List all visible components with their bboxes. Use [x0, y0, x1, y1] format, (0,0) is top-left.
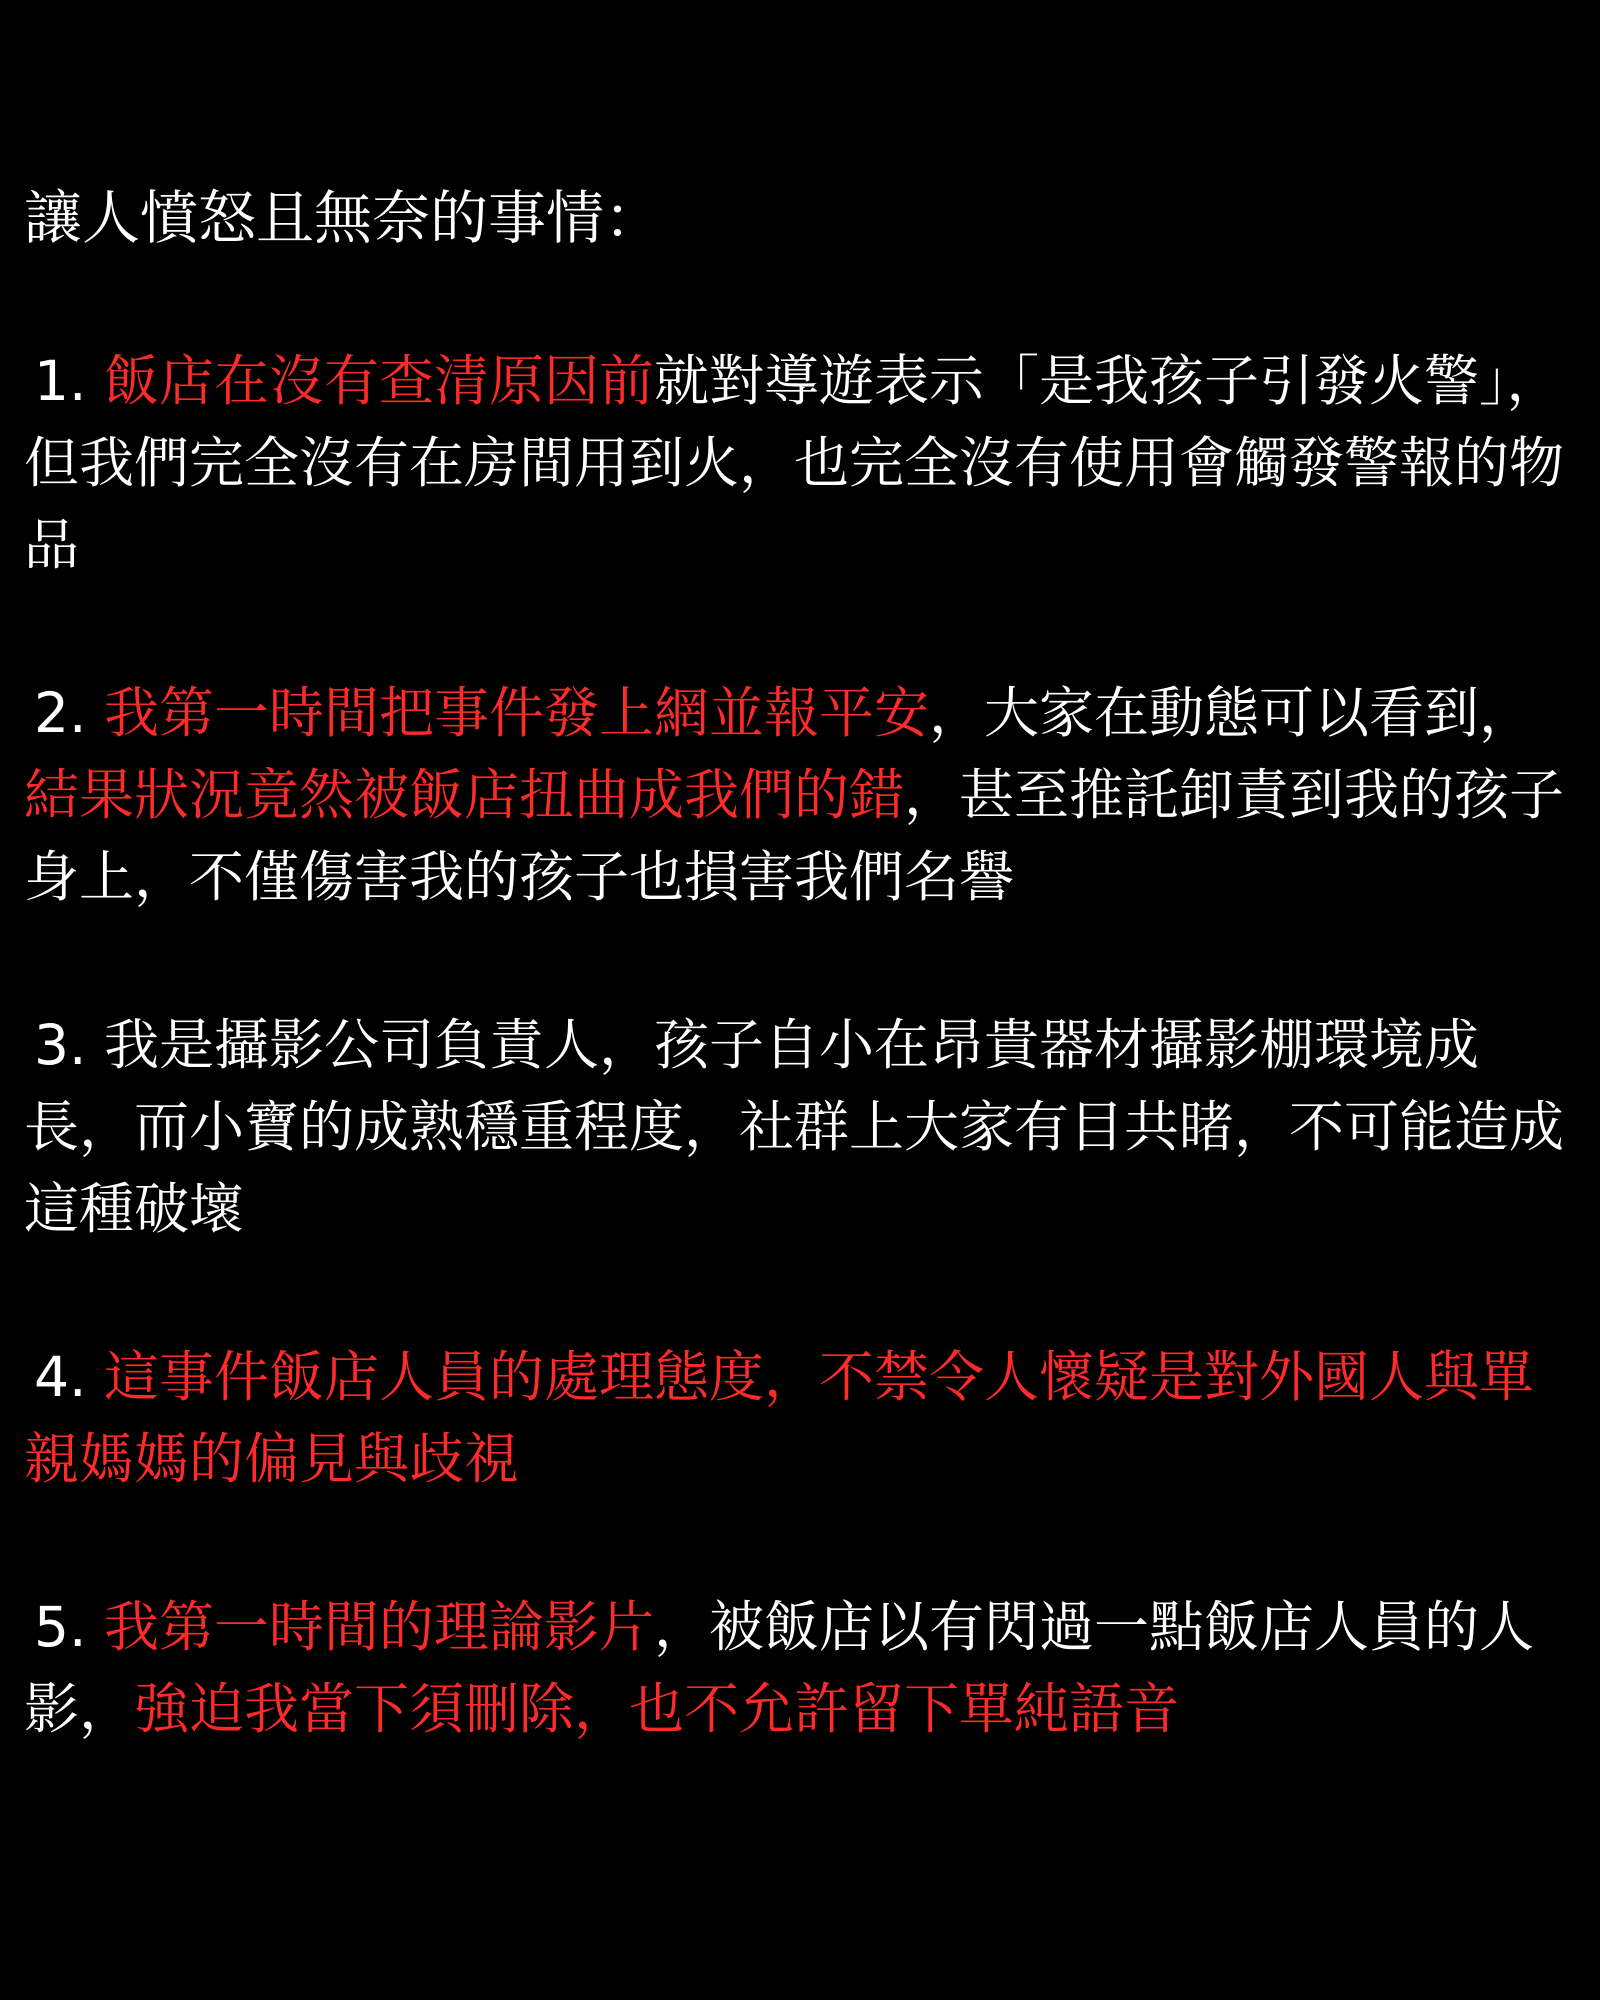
item-highlight-text: 這事件飯店人員的處理態度，不禁令人懷疑是對外國人與單親媽媽的偏見與歧視: [24, 1345, 1534, 1491]
item-number: 5.: [34, 1595, 87, 1659]
item-text: 就對導遊表示「是我孩子引發火警」，但我們完全沒有在房間用到火，也完全沒有使用會觸發警報的物品: [24, 349, 1565, 577]
item-text: ，被飯店以有閃過一點飯店人員的人影，: [24, 1595, 1534, 1741]
item-highlight-text: 我第一時間的理論影片: [103, 1595, 654, 1659]
page-heading: 讓人憤怒且無奈的事情：: [24, 184, 663, 252]
item-text: 我是攝影公司負責人，孩子自小在昂貴器材攝影棚環境成長，而小寶的成熟穩重程度，社群上大家有目共睹，不可能造成這種破壞: [24, 1013, 1565, 1241]
item-number: 4.: [34, 1345, 87, 1409]
list-item-1: [24, 340, 1576, 586]
item-text: ，甚至推託卸責到我的孩子身上，不僅傷害我的孩子也損害我們名譽: [24, 763, 1565, 909]
item-text: ，大家在動態可以看到，: [928, 681, 1534, 745]
item-number: 1.: [34, 349, 87, 413]
list-item-3: [24, 1004, 1576, 1250]
item-number: 2.: [34, 681, 87, 745]
list-item-2: [24, 672, 1576, 918]
list-item-5: [24, 1586, 1576, 1750]
item-highlight-text: 強迫我當下須刪除，也不允許留下單純語音: [134, 1677, 1180, 1741]
item-highlight-text: 我第一時間把事件發上網並報平安: [103, 681, 929, 745]
item-number: 3.: [34, 1013, 87, 1077]
item-highlight-text: 飯店在沒有查清原因前: [103, 349, 654, 413]
item-highlight-text: 結果狀況竟然被飯店扭曲成我們的錯: [24, 763, 905, 827]
list-item-4: [24, 1336, 1576, 1500]
